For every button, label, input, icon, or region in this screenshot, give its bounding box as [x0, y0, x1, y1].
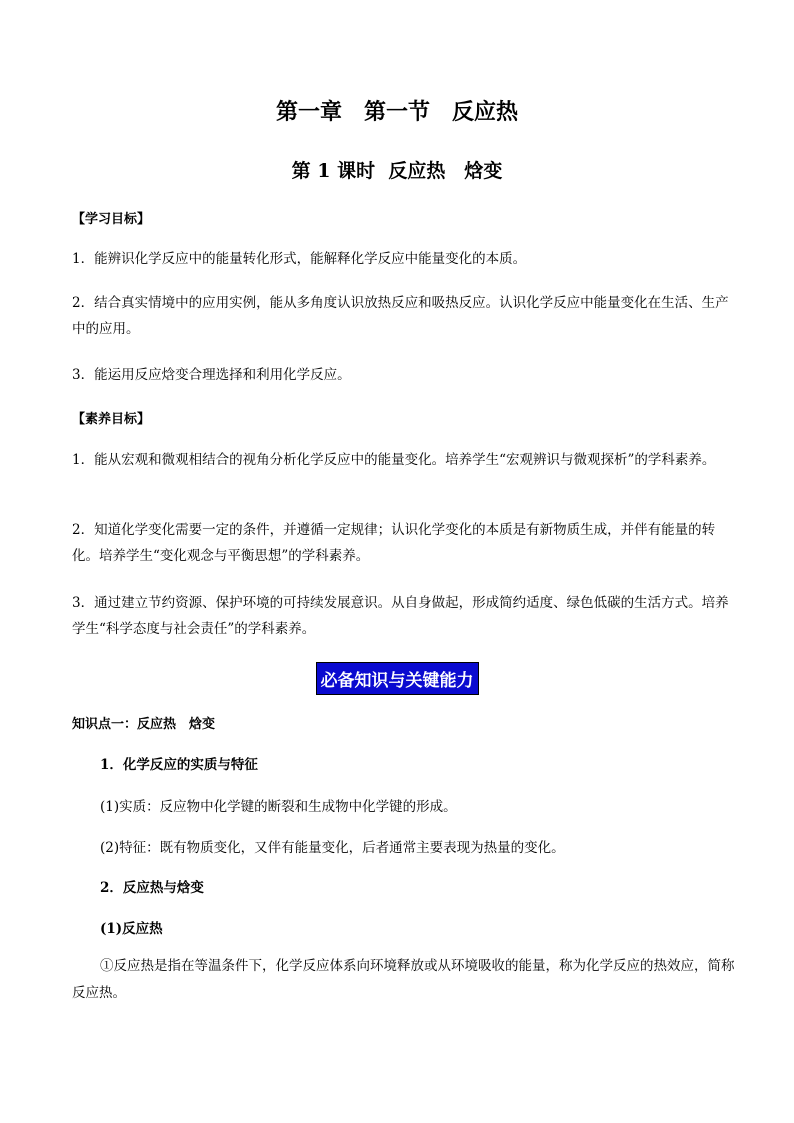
- section-2-heading: 2．反应热与焓变: [100, 880, 204, 896]
- section-banner: 必备知识与关键能力: [316, 662, 479, 695]
- learning-goal-2: 2．结合真实情境中的应用实例，能从多角度认识放热反应和吸热反应。认识化学反应中能量变化在生活、生产中的应用。: [72, 295, 729, 337]
- reaction-heat-definition: ①反应热是指在等温条件下，化学反应体系向环境释放或从环境吸收的能量，称为化学反应的热效应，简称反应热。: [72, 958, 735, 1001]
- knowledge-point-title: 知识点一：反应热 焓变: [72, 717, 216, 732]
- section-1-essence: (1)实质：反应物中化学键的断裂和生成物中化学键的形成。: [100, 799, 457, 815]
- section-1-heading: 1．化学反应的实质与特征: [100, 757, 258, 773]
- learning-goals-label: 【学习目标】: [72, 212, 151, 227]
- learning-goal-1: 1．能辨识化学反应中的能量转化形式，能解释化学反应中能量变化的本质。: [72, 251, 527, 267]
- section-banner-wrap: [0, 662, 794, 695]
- section-2-sub-heading: (1)反应热: [100, 921, 163, 937]
- lesson-subtitle: 第 1 课时 反应热 焓变: [291, 160, 503, 182]
- section-1-feature: (2)特征：既有物质变化，又伴有能量变化，后者通常主要表现为热量的变化。: [100, 840, 565, 856]
- literacy-goal-3: 3．通过建立节约资源、保护环境的可持续发展意识。从自身做起，形成简约适度、绿色低碳的生活方式。培养学生“科学态度与社会责任”的学科素养。: [72, 595, 729, 637]
- literacy-goals-label: 【素养目标】: [72, 412, 151, 427]
- chapter-title: 第一章 第一节 反应热: [275, 99, 518, 125]
- learning-goal-3: 3．能运用反应焓变合理选择和利用化学反应。: [72, 367, 351, 383]
- literacy-goal-1: 1．能从宏观和微观相结合的视角分析化学反应中的能量变化。培养学生“宏观辨识与微观探析”的学科素养。: [72, 452, 716, 468]
- literacy-goal-2: 2．知道化学变化需要一定的条件，并遵循一定规律；认识化学变化的本质是有新物质生成，并伴有能量的转化。培养学生“变化观念与平衡思想”的学科素养。: [72, 522, 716, 564]
